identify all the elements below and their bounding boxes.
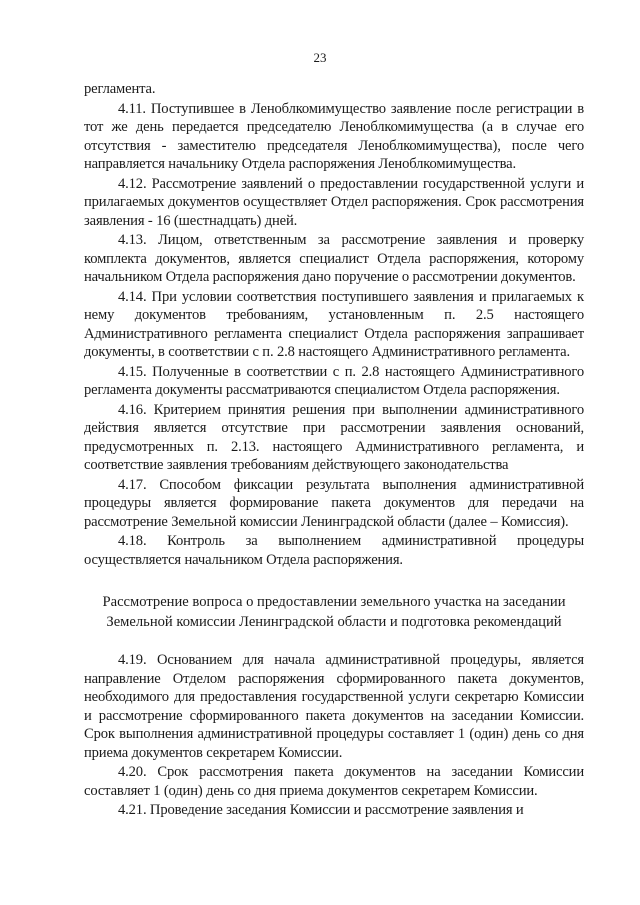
paragraph-4-16: 4.16. Критерием принятия решения при выполнении административного действия является отсутствие при рассмотрении заявления оснований, предусмотренных п. 2.13. настоящего Административного регламента, и соответствие заявления требованиям действующего законодательства (84, 401, 584, 473)
section-heading (84, 592, 584, 632)
paragraph-4-21: 4.21. Проведение заседания Комиссии и рассмотрение заявления и (118, 802, 524, 818)
paragraph-4-11: 4.11. Поступившее в Леноблкомимущество заявление после регистрации в тот же день передается председателю Леноблкомимущества (а в случае его отсутствия - заместителю председателя Леноблкомимущества), после чего направляется начальнику Отдела распоряжения Леноблкомимущества. (84, 100, 584, 172)
section-heading-line-2: Земельной комиссии Ленинградской области и подготовка рекомендаций (106, 614, 562, 630)
page-number: 23 (313, 50, 327, 65)
section-heading-line-1: Рассмотрение вопроса о предоставлении земельного участка на заседании (102, 594, 566, 610)
paragraph-4-12: 4.12. Рассмотрение заявлений о предоставлении государственной услуги и прилагаемых документов осуществляет Отдел распоряжения. Срок рассмотрения заявления - 16 (шестнадцать) дней. (84, 175, 584, 229)
paragraph-4-20: 4.20. Срок рассмотрения пакета документов на заседании Комиссии составляет 1 (один) день со дня приема документов секретарем Комиссии. (84, 764, 584, 799)
paragraph-continuation: регламента. (84, 81, 156, 97)
paragraph-4-15: 4.15. Полученные в соответствии с п. 2.8 настоящего Административного регламента документы рассматриваются специалистом Отдела распоряжения. (84, 363, 584, 398)
paragraph-4-17: 4.17. Способом фиксации результата выполнения административной процедуры является формирование пакета документов для передачи на рассмотрение Земельной комиссии Ленинградской области (далее – Комиссия). (84, 476, 584, 530)
paragraph-4-18: 4.18. Контроль за выполнением административной процедуры осуществляется начальником Отдела распоряжения. (84, 533, 584, 568)
document-body (84, 80, 584, 820)
paragraph-4-19: 4.19. Основанием для начала административной процедуры, является направление Отделом распоряжения сформированного пакета документов, необходимого для предоставления государственной услуги секретарю Комиссии и рассмотрение сформированного пакета документов на заседании Комиссии. Срок выполнения административной процедуры составляет 1 (один) день со дня приема документов секретарем Комиссии. (84, 652, 584, 761)
paragraph-4-13: 4.13. Лицом, ответственным за рассмотрение заявления и проверку комплекта документов, является специалист Отдела распоряжения, которому начальником Отдела распоряжения дано поручение о рассмотрении документов. (84, 232, 584, 285)
paragraph-4-14: 4.14. При условии соответствия поступившего заявления и прилагаемых к нему документов требованиям, установленным п. 2.5 настоящего Административного регламента специалист Отдела распоряжения запрашивает документы, в соответствии с п. 2.8 настоящего Административного регламента. (84, 288, 584, 360)
